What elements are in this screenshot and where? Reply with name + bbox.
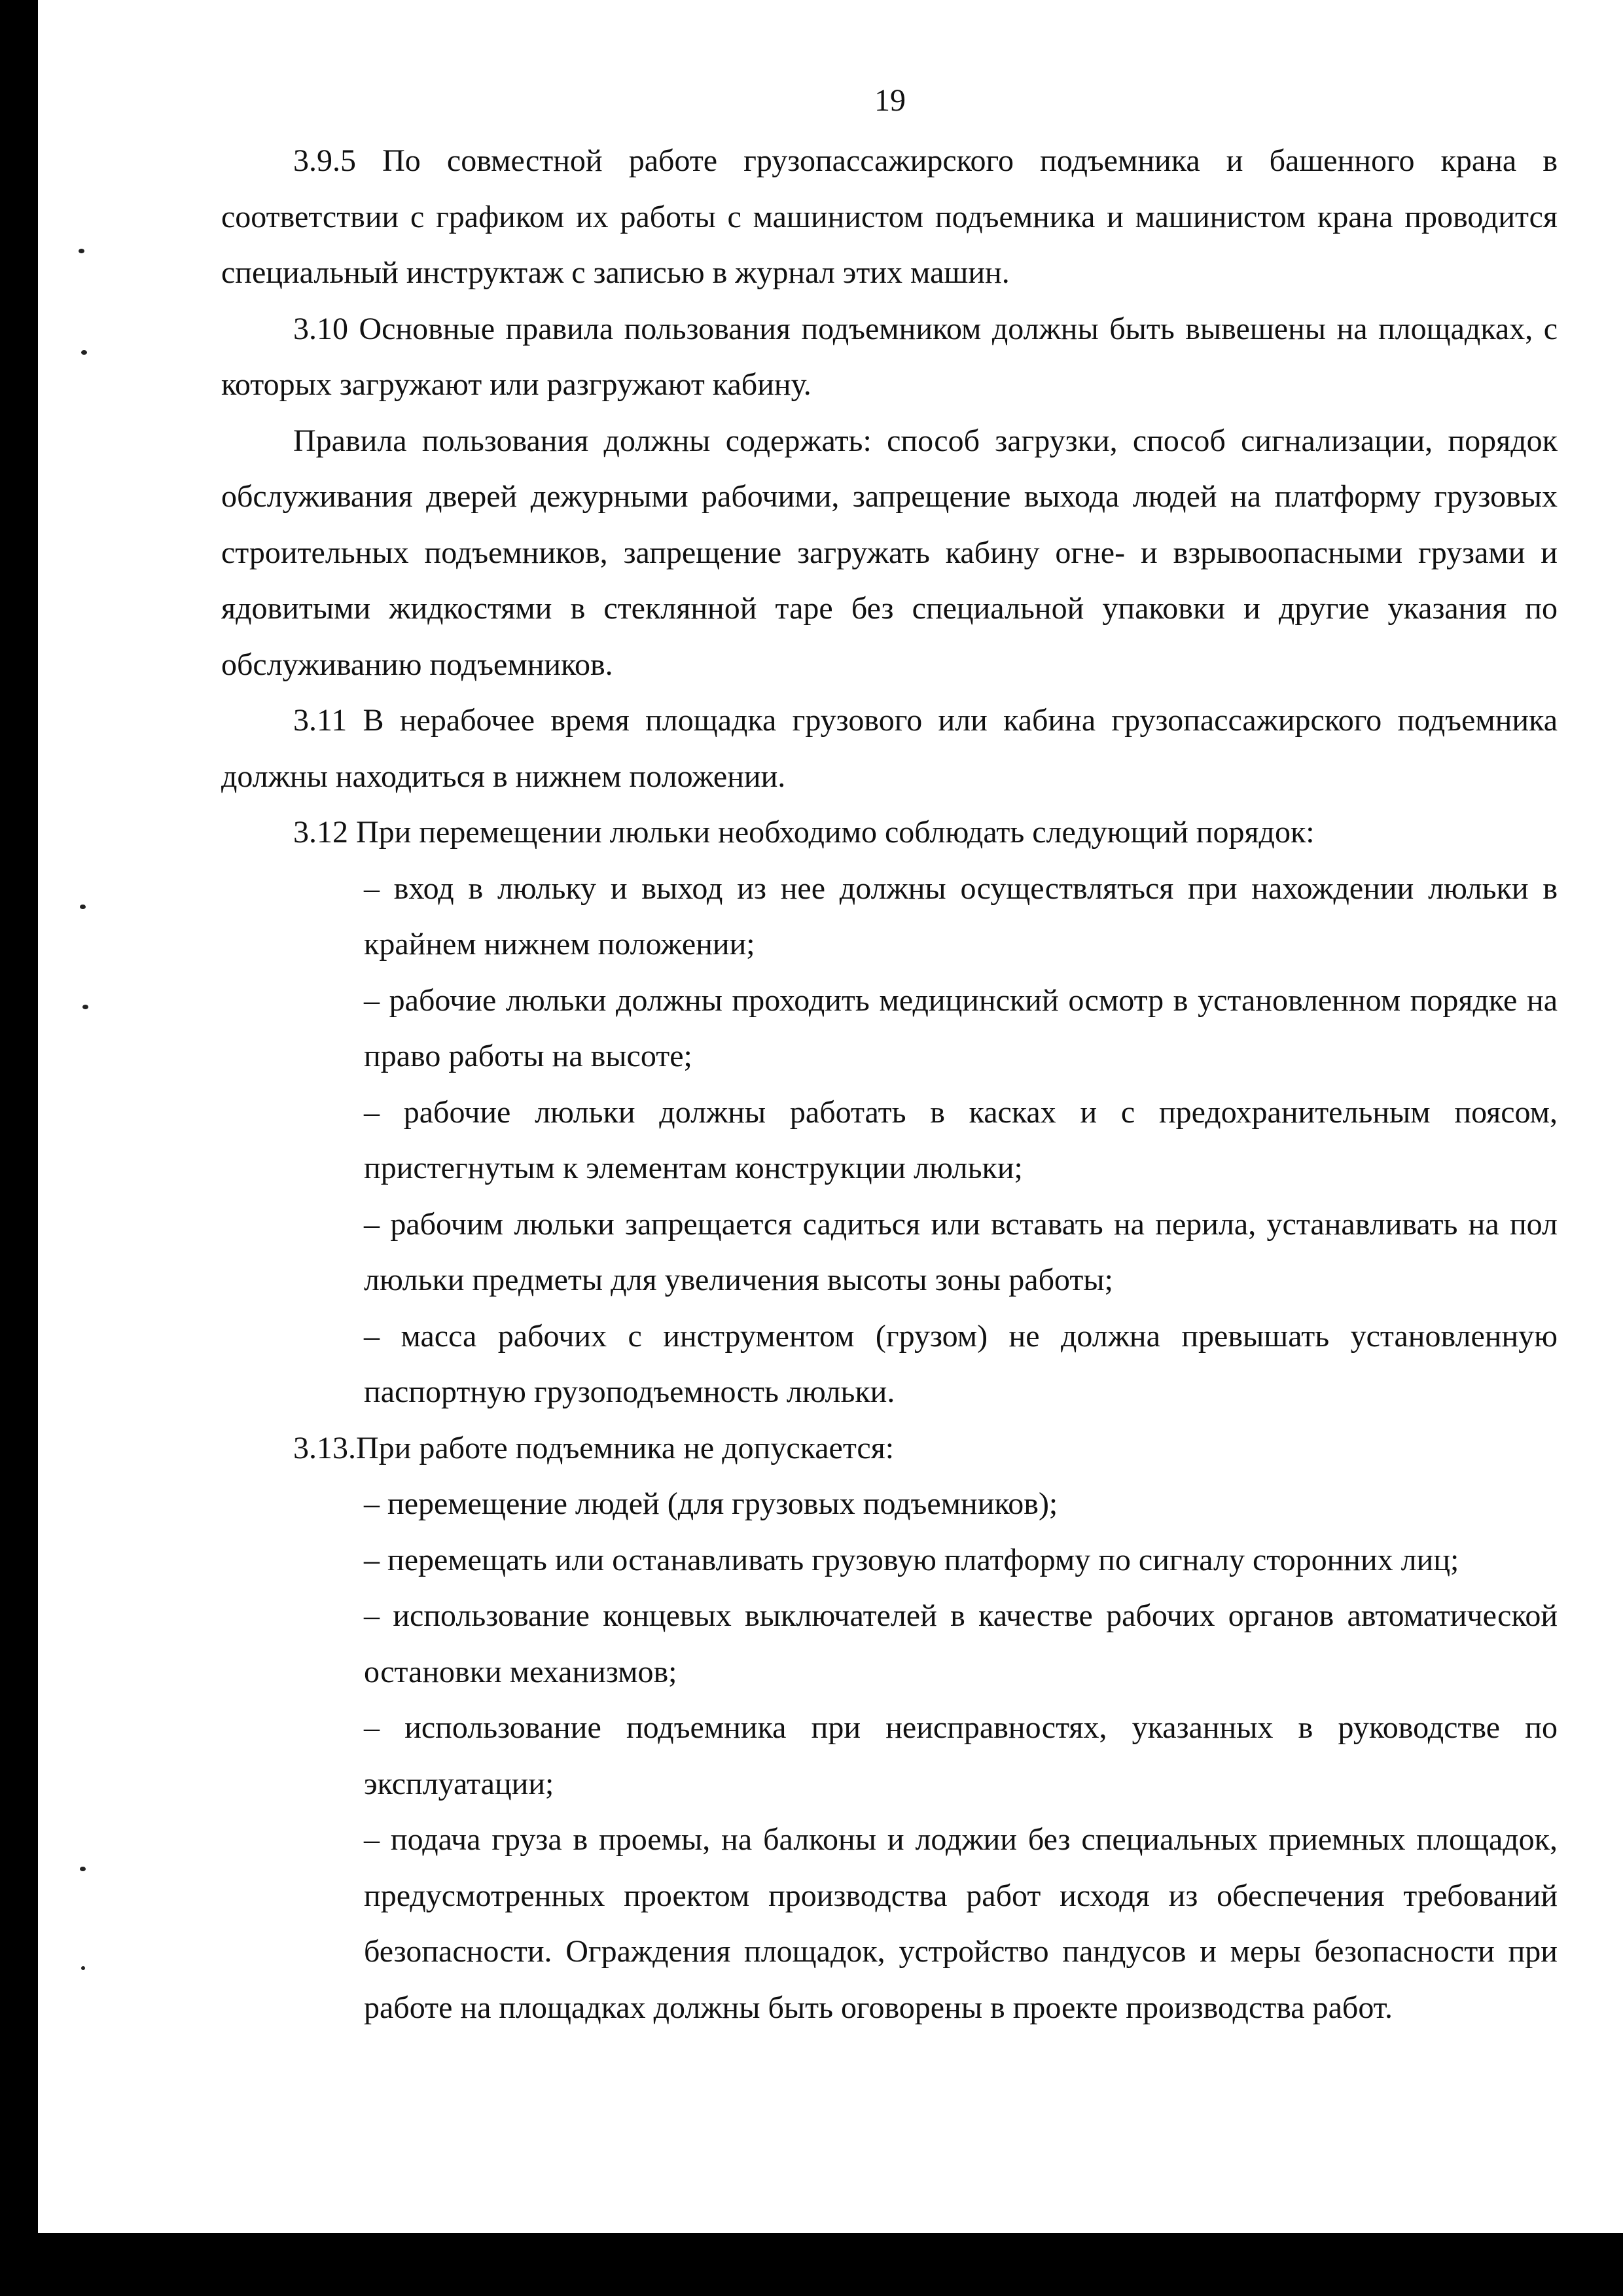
scan-speck xyxy=(79,249,84,253)
list-item: – перемещение людей (для грузовых подъемников); xyxy=(364,1486,1058,1521)
list-item: – подача груза в проемы, на балконы и лоджии без специальных приемных площадок, предусмотренных проектом производства работ исходя из обеспечения требований безопасности. Ограждения площадок, устройство пандусов и меры безопасности при работе на площадках должны быть оговорены в проекте производства работ. xyxy=(364,1822,1558,2025)
list-item: – масса рабочих с инструментом (грузом) не должна превышать установленную паспортную грузоподъемность люльки. xyxy=(364,1318,1558,1409)
page-number: 19 xyxy=(874,83,906,118)
paragraph-3-9-5: 3.9.5 По совместной работе грузопассажирского подъемника и башенного крана в соответствии с графиком их работы с машинистом подъемника и машинистом крана проводится специальный инструктаж с записью в журнал этих машин. xyxy=(221,143,1558,290)
scan-speck xyxy=(82,1005,88,1009)
paragraph-3-11: 3.11 В нерабочее время площадка грузового или кабина грузопассажирского подъемника должны находиться в нижнем положении. xyxy=(221,703,1558,794)
scan-speck xyxy=(81,350,87,355)
scan-speck xyxy=(80,905,86,909)
list-item: – использование подъемника при неисправностях, указанных в руководстве по эксплуатации; xyxy=(364,1710,1558,1801)
list-item: – рабочие люльки должны работать в касках и с предохранительным поясом, пристегнутым к элементам конструкции люльки; xyxy=(364,1094,1558,1185)
scan-speck xyxy=(80,1867,86,1871)
list-3-12 xyxy=(221,861,1558,1420)
scan-bottom-border xyxy=(0,2233,1623,2296)
paragraph-3-10: 3.10 Основные правила пользования подъемником должны быть вывешены на площадках, с которых загружают или разгружают кабину. xyxy=(221,311,1558,402)
document-body xyxy=(221,133,1558,2036)
list-3-13 xyxy=(221,1476,1558,2036)
paragraph-3-12: 3.12 При перемещении люльки необходимо соблюдать следующий порядок: xyxy=(293,815,1315,850)
paragraph-3-13: 3.13.При работе подъемника не допускается: xyxy=(293,1430,895,1465)
list-item: – рабочим люльки запрещается садиться или вставать на перила, устанавливать на пол люльки предметы для увеличения высоты зоны работы; xyxy=(364,1206,1558,1297)
paragraph-rules: Правила пользования должны содержать: способ загрузки, способ сигнализации, порядок обслуживания дверей дежурными рабочими, запрещение выхода людей на платформу грузовых строительных подъемников, запрещение загружать кабину огне- и взрывоопасными грузами и ядовитыми жидкостями в стеклянной таре без специальной упаковки и другие указания по обслуживанию подъемников. xyxy=(221,423,1558,682)
list-item: – использование концевых выключателей в качестве рабочих органов автоматической остановки механизмов; xyxy=(364,1598,1558,1689)
scan-speck xyxy=(81,1966,85,1970)
list-item: – перемещать или останавливать грузовую платформу по сигналу сторонних лиц; xyxy=(364,1542,1459,1577)
list-item: – вход в люльку и выход из нее должны осуществляться при нахождении люльки в крайнем нижнем положении; xyxy=(364,870,1558,961)
scan-left-border xyxy=(0,0,38,2296)
list-item: – рабочие люльки должны проходить медицинский осмотр в установленном порядке на право работы на высоте; xyxy=(364,982,1558,1073)
